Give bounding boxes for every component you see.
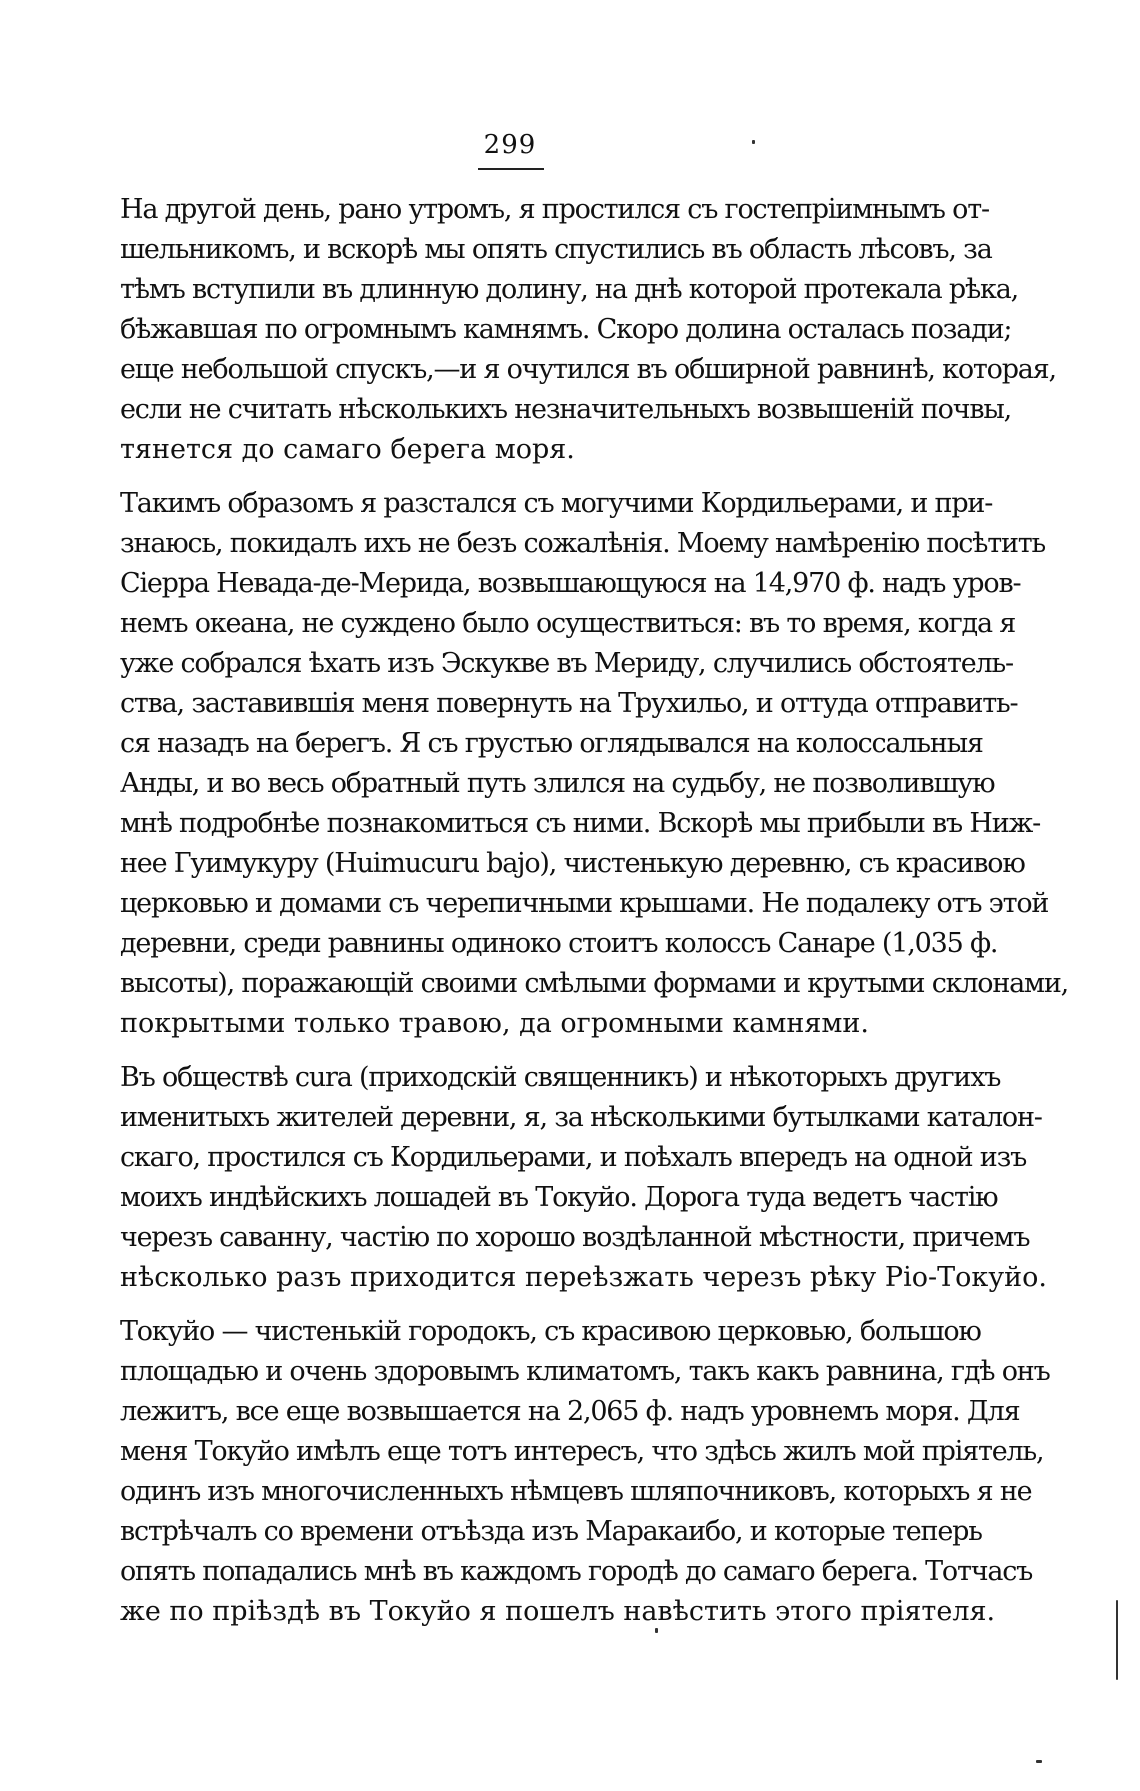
text-line: На другой день, рано утромъ, я простился съ гостепріимнымъ от- xyxy=(120,194,989,225)
paragraph-2 xyxy=(120,484,1069,1044)
text-line: опять попадались мнѣ въ каждомъ городѣ до самаго берега. Тотчасъ xyxy=(120,1556,1033,1587)
text-line: немъ океана, не суждено было осуществиться: въ то время, когда я xyxy=(120,608,1016,639)
text-line: именитыхъ жителей деревни, я, за нѣсколькими бутылками каталон- xyxy=(120,1102,1042,1133)
text-line: шельникомъ, и вскорѣ мы опять спустились въ область лѣсовъ, за xyxy=(120,234,992,265)
text-line: Сіерра Невада-де-Мерида, возвышающуюся на 14,970 ф. надъ уров- xyxy=(120,568,1021,599)
text-line: Анды, и во весь обратный путь злился на судьбу, не позволившую xyxy=(120,768,995,799)
text-line: деревни, среди равнины одиноко стоитъ колоссъ Санаре (1,035 ф. xyxy=(120,928,998,959)
text-line: Въ обществѣ cura (приходскій священникъ) и нѣкоторыхъ другихъ xyxy=(120,1062,1001,1093)
page-number-rule xyxy=(478,168,544,170)
text-line: тѣмъ вступили въ длинную долину, на днѣ которой протекала рѣка, xyxy=(120,274,1018,305)
scan-speck xyxy=(1036,1760,1042,1763)
text-line: знаюсь, покидалъ ихъ не безъ сожалѣнія. Моему намѣренію посѣтить xyxy=(120,528,1046,559)
text-line: церковью и домами съ черепичными крышами. Не подалеку отъ этой xyxy=(120,888,1049,919)
text-line: встрѣчалъ со времени отъѣзда изъ Маракаибо, и которые теперь xyxy=(120,1516,982,1547)
text-line: ства, заставившія меня повернуть на Трухильо, и оттуда отправить- xyxy=(120,688,1018,719)
text-line: нее Гуимукуру (Huimucuru bajo), чистенькую деревню, съ красивою xyxy=(120,848,1025,879)
text-line: же по пріѣздѣ въ Токуйо я пошелъ навѣстить этого пріятеля. xyxy=(120,1596,996,1627)
text-line: еще небольшой спускъ,—и я очутился въ обширной равнинѣ, которая, xyxy=(120,354,1056,385)
text-line: скаго, простился съ Кордильерами, и поѣхалъ впередъ на одной изъ xyxy=(120,1142,1027,1173)
page-number: 299 xyxy=(483,130,537,160)
text-line: Такимъ образомъ я разстался съ могучими Кордильерами, и при- xyxy=(120,488,993,519)
text-line: покрытыми только травою, да огромными камнями. xyxy=(120,1008,869,1039)
text-line: Токуйо — чистенькій городокъ, съ красивою церковью, большою xyxy=(120,1316,981,1347)
text-line: уже собрался ѣхать изъ Эскукве въ Мериду, случились обстоятель- xyxy=(120,648,1013,679)
paragraph-4 xyxy=(120,1312,1050,1632)
text-line: моихъ индѣйскихъ лошадей въ Токуйо. Дорога туда ведетъ частію xyxy=(120,1182,998,1213)
text-line: высоты), поражающій своими смѣлыми формами и крутыми склонами, xyxy=(120,968,1069,999)
scan-speck xyxy=(1116,1600,1118,1680)
text-line: площадью и очень здоровымъ климатомъ, такъ какъ равнина, гдѣ онъ xyxy=(120,1356,1050,1387)
paragraph-1 xyxy=(120,190,1056,470)
scan-speck xyxy=(655,1628,658,1633)
text-line: меня Токуйо имѣлъ еще тотъ интересъ, что здѣсь жилъ мой пріятель, xyxy=(120,1436,1044,1467)
text-line: одинъ изъ многочисленныхъ нѣмцевъ шляпочниковъ, которыхъ я не xyxy=(120,1476,1032,1507)
text-line: бѣжавшая по огромнымъ камнямъ. Скоро долина осталась позади; xyxy=(120,314,1012,345)
text-line: ся назадъ на берегъ. Я съ грустью оглядывался на колоссальныя xyxy=(120,728,983,759)
text-line: если не считать нѣсколькихъ незначительныхъ возвышеній почвы, xyxy=(120,394,1012,425)
text-line: тянется до самаго берега моря. xyxy=(120,434,575,465)
text-line: мнѣ подробнѣе познакомиться съ ними. Вскорѣ мы прибыли въ Ниж- xyxy=(120,808,1041,839)
text-line: лежитъ, все еще возвышается на 2,065 ф. надъ уровнемъ моря. Для xyxy=(120,1396,1020,1427)
paragraph-3 xyxy=(120,1058,1047,1298)
scan-speck xyxy=(752,140,755,144)
body-text xyxy=(120,190,1069,1646)
text-line: черезъ саванну, частію по хорошо воздѣланной мѣстности, причемъ xyxy=(120,1222,1030,1253)
text-line: нѣсколько разъ приходится переѣзжать черезъ рѣку Ріо-Токуйо. xyxy=(120,1262,1047,1293)
